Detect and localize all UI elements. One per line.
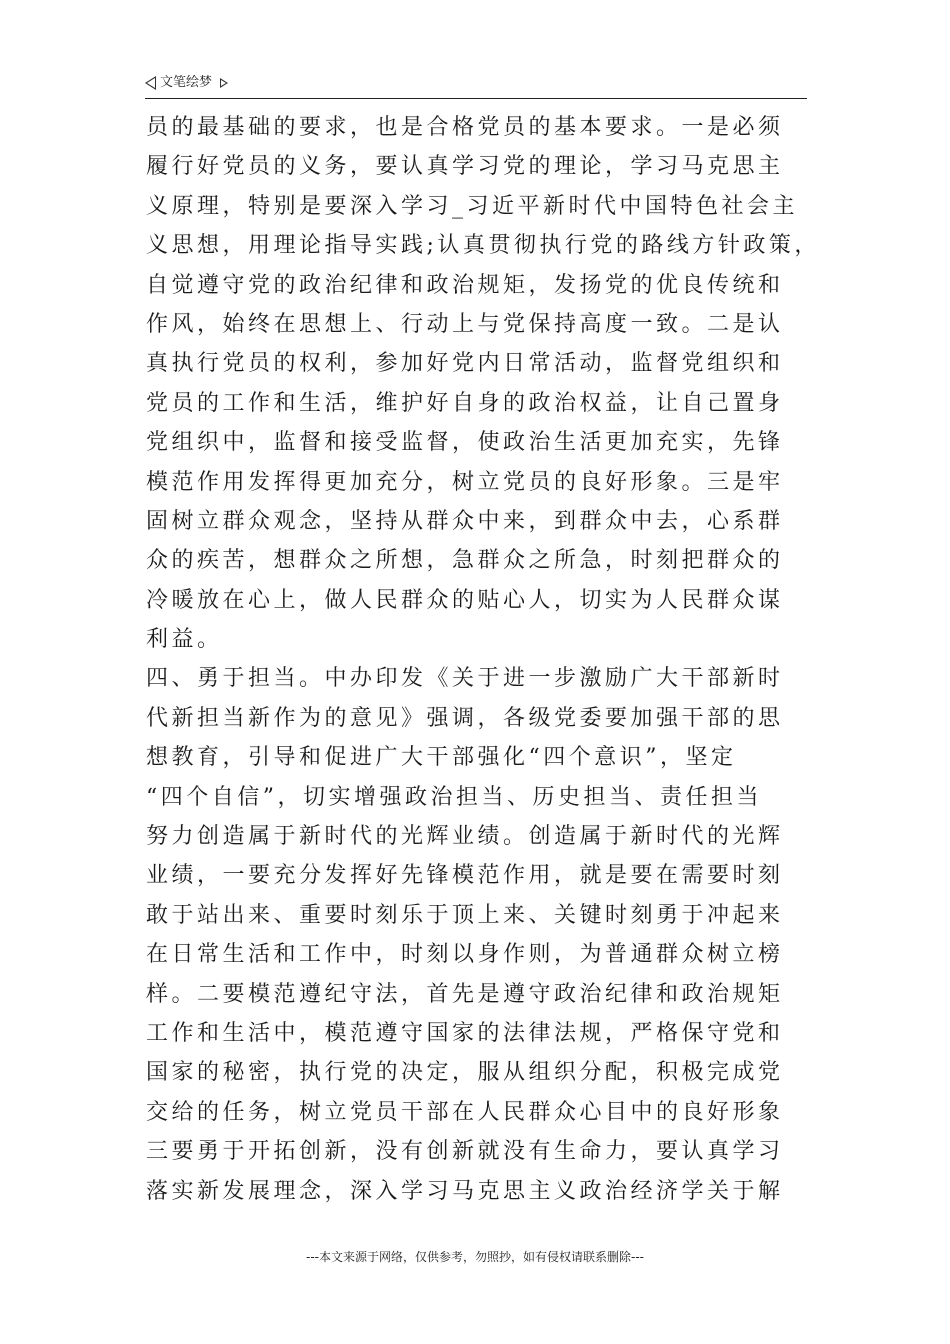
triangle-left-icon [145,76,156,90]
text-line: 履行好党员的义务，要认真学习党的理论，学习马克思主 [146,154,784,180]
text-line: 作风，始终在思想上、行动上与党保持高度一致。二是认 [146,311,784,337]
text-line: “四个自信”，切实增强政治担当、历史担当、责任担当 [146,784,762,810]
text-line: 党组织中，监督和接受监督，使政治生活更加充实，先锋 [146,430,784,456]
text-line: 努力创造属于新时代的光辉业绩。创造属于新时代的光辉 [146,824,784,850]
text-line: 工作和生活中，模范遵守国家的法律法规，严格保守党和 [146,1020,784,1046]
text-line: 业绩，一要充分发挥好先锋模范作用，就是要在需要时刻 [146,863,784,889]
text-line: 敢于站出来、重要时刻乐于顶上来、关键时刻勇于冲起来 [146,902,784,928]
text-line: 义思想，用理论指导实践;认真贯彻执行党的路线方针政策， [146,233,820,259]
text-line: 党员的工作和生活，维护好自身的政治权益，让自己置身 [146,390,784,416]
page-header [145,74,807,99]
text-line: 模范作用发挥得更加充分，树立党员的良好形象。三是牢 [146,469,784,495]
text-line: 落实新发展理念，深入学习马克思主义政治经济学关于解 [146,1178,784,1204]
triangle-right-icon [220,78,228,88]
header-title: 文笔绘梦 [160,75,213,90]
text-line: 员的最基础的要求，也是合格党员的基本要求。一是必须 [146,115,784,140]
text-line: 利益。 [146,627,223,653]
text-line: 代新担当新作为的意见》强调，各级党委要加强干部的思 [146,705,784,731]
text-line: 想教育，引导和促进广大干部强化“四个意识”，坚定 [146,745,737,771]
text-line: 固树立群众观念，坚持从群众中来，到群众中去，心系群 [146,508,784,534]
text-line: 众的疾苦，想群众之所想，急群众之所急，时刻把群众的 [146,548,784,574]
text-line: 自觉遵守党的政治纪律和政治规矩，发扬党的优良传统和 [146,272,784,298]
text-line: 义原理，特别是要深入学习_习近平新时代中国特色社会主 [146,193,799,219]
text-line: 交给的任务，树立党员干部在人民群众心目中的良好形象 [146,1099,784,1125]
text-line: 三要勇于开拓创新，没有创新就没有生命力，要认真学习 [146,1139,784,1165]
text-line: 在日常生活和工作中，时刻以身作则，为普通群众树立榜 [146,942,784,968]
text-line: 样。二要模范遵纪守法，首先是遵守政治纪律和政治规矩 [146,981,784,1007]
text-line: 国家的秘密，执行党的决定，服从组织分配，积极完成党 [146,1060,784,1086]
text-line: 四、勇于担当。中办印发《关于进一步激励广大干部新时 [146,666,784,692]
text-line: 真执行党员的权利，参加好党内日常活动，监督党组织和 [146,351,784,377]
page-footer: ---本文来源于网络，仅供参考，勿照抄，如有侵权请联系删除--- [306,1250,644,1264]
document-body [146,108,821,1211]
text-line: 冷暖放在心上，做人民群众的贴心人，切实为人民群众谋 [146,587,784,613]
